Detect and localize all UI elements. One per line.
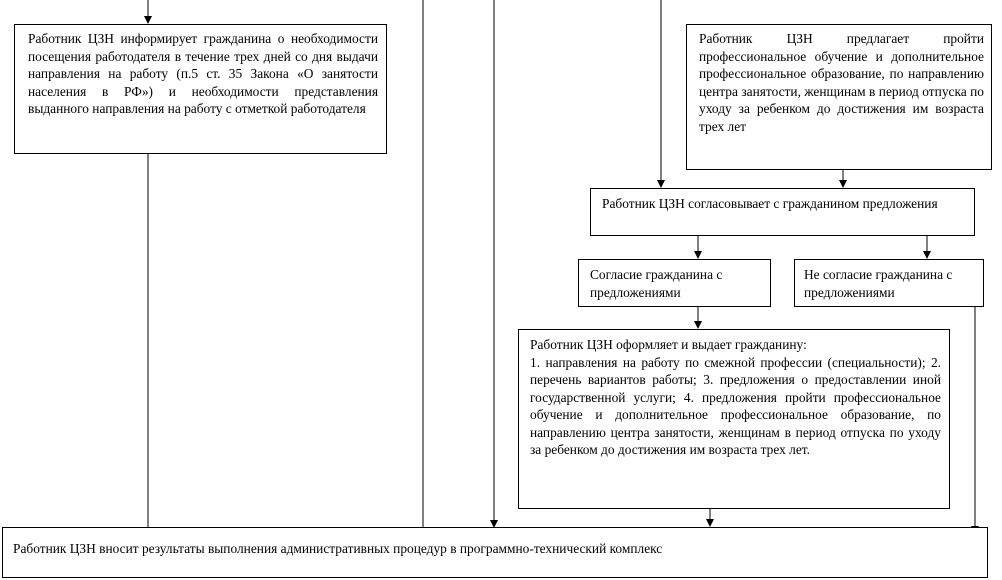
consent-box	[578, 259, 771, 307]
agree-offers-box	[590, 188, 975, 236]
issue-heading: Работник ЦЗН оформляет и выдает гражданину:	[530, 337, 807, 352]
no-consent-text: Не согласие гражданина с предложениями	[804, 267, 953, 300]
final-text: Работник ЦЗН вносит результаты выполнения административных процедур в программно-технический комплекс	[13, 541, 663, 556]
agree-offers-text: Работник ЦЗН согласовывает с гражданином предложения	[602, 196, 938, 211]
consent-text: Согласие гражданина с предложениями	[590, 267, 723, 300]
inform-text: Работник ЦЗН информирует гражданина о необходимости посещения работодателя в течение трех дней со дня выдачи направления на работу (п.5 ст. 35 Закона «О занятости населения в РФ») и необходимости представления выданного направления на работу с отметкой работодателя	[28, 31, 378, 116]
issue-box	[518, 329, 950, 509]
offer-training-text: Работник ЦЗН предлагает пройти профессиональное обучение и дополнительное профессиональное образование, по направлению центра занятости, женщинам в период отпуска по уходу за ребенком до достижения им возраста трех лет	[699, 31, 984, 134]
inform-box	[14, 24, 387, 154]
issue-list: 1. направления на работу по смежной профессии (специальности); 2. перечень вариантов работы; 3. предложения о предоставлении иной государственной услуги; 4. предложения пройти профессиональное обучение и дополнительное профессиональное образование, по направлению центра занятости, женщинам в период отпуска по уходу за ребенком до достижения им возраста трех лет.	[530, 354, 941, 457]
no-consent-box	[794, 259, 984, 307]
offer-training-box	[686, 24, 992, 170]
final-box	[2, 527, 988, 578]
